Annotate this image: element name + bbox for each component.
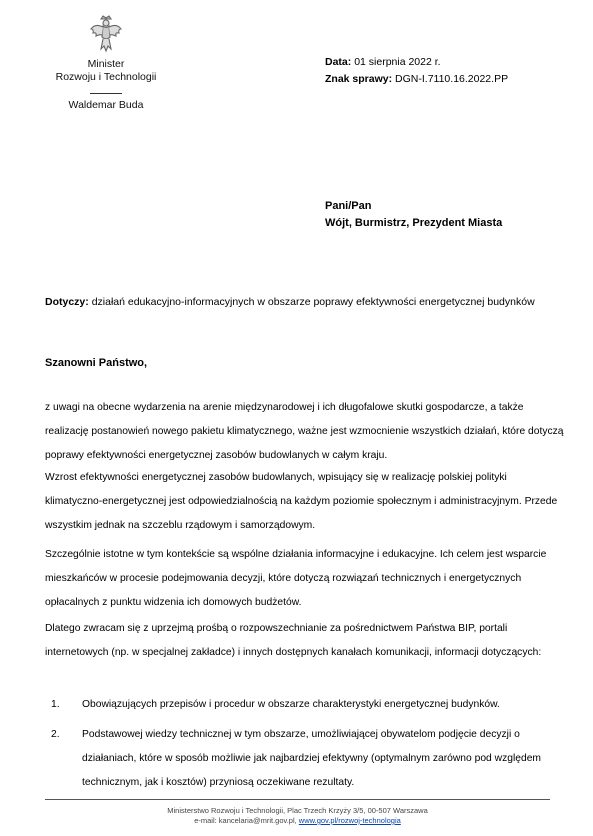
paragraph-1: z uwagi na obecne wydarzenia na arenie międzynarodowej i ich długofalowe skutki gospodarcze, a także realizację postanowień nowego pakietu klimatycznego, ważne jest wzmocnienie wszystkich działań, które dotyczą poprawy efektywności energetycznej zasobów budowlanych w całym kraju. <box>45 402 564 461</box>
footer-contact <box>45 816 550 826</box>
paragraph-2: Wzrost efektywności energetycznej zasobów budowlanych, wpisujący się w realizację polskiej polityki klimatyczno-energetycznej jest odpowiedzialnością na każdym poziomie społecznym i administracyjnym. Przede wszystkim jednak na szczeblu rządowym i samorządowym. <box>45 472 558 531</box>
reference-line <box>325 71 508 88</box>
date-value: 01 sierpnia 2022 r. <box>354 56 441 68</box>
ministry-line-1: Minister <box>87 58 125 70</box>
ministry-name <box>40 58 172 84</box>
list-item-number: 1. <box>51 699 60 710</box>
letter-meta <box>325 54 508 88</box>
list-item-text: Podstawowej wiedzy technicznej w tym obszarze, umożliwiającej obywatelom podjęcie decyzji o działaniach, które w sposób możliwie jak najbardziej efektywny (optymalnym zarówno pod względem technicznym, jak i kosztów) przyniosą oczekiwane rezultaty. <box>82 729 541 788</box>
polish-eagle-emblem-icon <box>89 13 123 53</box>
paragraph-4: Dlatego zwracam się z uprzejmą prośbą o rozpowszechnianie za pośrednictwem Państwa BIP, portali internetowych (np. w specjalnej zakładce) i innych dostępnych kanałach komunikacji, informacji dotyczących: <box>45 623 542 658</box>
subject-text: działań edukacyjno-informacyjnych w obszarze poprawy efektywności energetycznej budynków <box>91 296 535 308</box>
subject-label: Dotyczy: <box>45 296 89 308</box>
ministry-line-2: Rozwoju i Technologii <box>55 71 157 83</box>
numbered-list <box>45 693 565 795</box>
date-line <box>325 54 508 71</box>
footer-website-link[interactable]: www.gov.pl/rozwoj-technologia <box>298 816 401 825</box>
reference-value: DGN-I.7110.16.2022.PP <box>395 73 509 85</box>
reference-label: Znak sprawy: <box>325 73 393 85</box>
addressee-line-1: Pani/Pan <box>325 200 372 212</box>
footer-divider <box>45 799 550 800</box>
list-item-text: Obowiązujących przepisów i procedur w obszarze charakterystyki energetycznej budynków. <box>82 699 500 710</box>
list-item <box>45 693 565 717</box>
minister-name: Waldemar Buda <box>68 99 144 111</box>
list-item-number: 2. <box>51 729 60 740</box>
paragraph-3: Szczególnie istotne w tym kontekście są wspólne działania informacyjne i edukacyjne. Ich celem jest wsparcie mieszkańców w procesie podejmowania decyzji, które dotyczą rozwiązań technicznych i energetycznych opłacalnych z punktu widzenia ich domowych budżetów. <box>45 549 547 608</box>
sender-divider <box>90 93 122 94</box>
addressee-line-2: Wójt, Burmistrz, Prezydent Miasta <box>325 217 503 229</box>
list-item <box>45 723 565 795</box>
addressee-block <box>325 198 502 232</box>
date-label: Data: <box>325 56 352 68</box>
footer-email: e-mail: kancelaria@mrit.gov.pl, <box>194 816 297 825</box>
footer <box>45 806 550 826</box>
footer-address: Ministerstwo Rozwoju i Technologii, Plac Trzech Krzyży 3/5, 00-507 Warszawa <box>167 806 428 815</box>
subject-line <box>45 295 555 310</box>
greeting: Szanowni Państwo, <box>45 357 148 369</box>
